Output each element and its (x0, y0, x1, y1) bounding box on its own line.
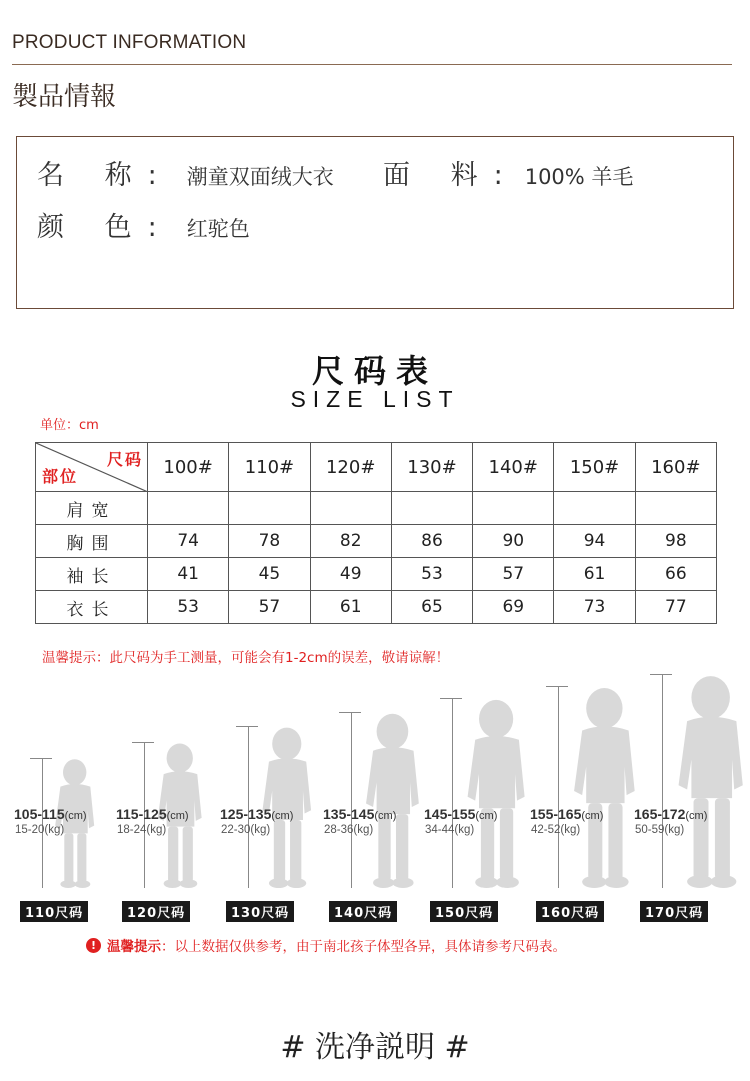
height-range (530, 806, 603, 822)
row-label: 肩宽 (36, 492, 148, 525)
table-cell: 86 (391, 525, 472, 558)
table-cell: 53 (148, 591, 229, 624)
table-cell: 66 (635, 558, 716, 591)
table-cell: 49 (310, 558, 391, 591)
height-unit: (cm) (166, 810, 189, 822)
name-label: 名 称 (37, 160, 148, 191)
height-ruler (558, 686, 559, 888)
table-cell (635, 492, 716, 525)
table-cell: 78 (229, 525, 310, 558)
tip-label: 温馨提示 (107, 939, 161, 955)
size-badge: 160尺码 (536, 901, 604, 922)
corner-size-label: 尺码 (106, 450, 143, 469)
row-label: 衣长 (36, 591, 148, 624)
table-cell: 69 (473, 591, 554, 624)
color-label: 颜 色 (37, 212, 148, 243)
ruler-tick (30, 758, 52, 759)
height-range-value: 155-165 (530, 806, 582, 822)
material-row (383, 153, 633, 192)
table-cell (148, 492, 229, 525)
height-range-value: 165-172 (634, 806, 686, 822)
child-silhouette-icon (359, 712, 433, 888)
row-label: 袖长 (36, 558, 148, 591)
table-cell: 61 (310, 591, 391, 624)
table-cell: 74 (148, 525, 229, 558)
table-corner (36, 443, 148, 492)
ruler-tick (339, 712, 361, 713)
column-header: 130# (391, 443, 472, 492)
table-cell: 82 (310, 525, 391, 558)
table-cell: 94 (554, 525, 635, 558)
height-range-value: 135-145 (323, 806, 375, 822)
table-header-row (36, 443, 717, 492)
table-cell (473, 492, 554, 525)
height-ruler (42, 758, 43, 888)
unit-label: 单位：cm (40, 418, 99, 433)
ruler-tick (440, 698, 462, 699)
height-range (323, 806, 396, 822)
corner-part-label: 部位 (42, 467, 79, 486)
table-cell: 53 (391, 558, 472, 591)
size-chart-title: 尺码表 (311, 352, 438, 390)
table-cell: 73 (554, 591, 635, 624)
height-ruler (452, 698, 453, 888)
washing-title: # 洗净説明 # (280, 1030, 470, 1065)
height-guide (0, 672, 750, 932)
colon: : (147, 212, 173, 243)
weight-range: 18-24(kg) (117, 824, 167, 836)
height-ruler (662, 674, 663, 888)
weight-range: 22-30(kg) (221, 824, 271, 836)
child-silhouette-icon (50, 758, 105, 888)
reference-tip (86, 935, 566, 955)
table-cell: 77 (635, 591, 716, 624)
height-unit: (cm) (271, 810, 294, 822)
tip-text: ：以上数据仅供参考，由于南北孩子体型各异，具体请参考尺码表。 (161, 939, 566, 955)
column-header: 100# (148, 443, 229, 492)
height-unit: (cm) (685, 810, 708, 822)
height-range-value: 115-125 (116, 806, 167, 822)
size-badge: 120尺码 (122, 901, 190, 922)
title-divider (12, 64, 732, 65)
column-header: 110# (229, 443, 310, 492)
size-badge: 150尺码 (430, 901, 498, 922)
weight-range: 50-59(kg) (635, 824, 685, 836)
weight-range: 42-52(kg) (531, 824, 581, 836)
height-range (424, 806, 497, 822)
weight-range: 34-44(kg) (425, 824, 475, 836)
table-cell: 41 (148, 558, 229, 591)
table-cell (554, 492, 635, 525)
name-value: 潮童双面绒大衣 (186, 165, 334, 189)
name-row (37, 153, 334, 192)
height-range (220, 806, 293, 822)
row-label: 胸围 (36, 525, 148, 558)
table-cell: 57 (229, 591, 310, 624)
table-cell: 90 (473, 525, 554, 558)
ruler-tick (546, 686, 568, 687)
height-range (634, 806, 707, 822)
height-unit: (cm) (475, 810, 498, 822)
ruler-tick (236, 726, 258, 727)
ruler-tick (132, 742, 154, 743)
table-cell: 61 (554, 558, 635, 591)
weight-range: 28-36(kg) (324, 824, 374, 836)
height-range-value: 105-115 (14, 806, 65, 822)
product-info-box (16, 136, 734, 309)
color-value: 红驼色 (186, 217, 250, 241)
ruler-tick (650, 674, 672, 675)
size-badge: 130尺码 (226, 901, 294, 922)
table-cell: 65 (391, 591, 472, 624)
table-cell: 57 (473, 558, 554, 591)
column-header: 140# (473, 443, 554, 492)
table-cell: 45 (229, 558, 310, 591)
height-range-value: 145-155 (424, 806, 476, 822)
warning-icon: ! (86, 938, 101, 953)
table-row (36, 558, 717, 591)
section-title: PRODUCT INFORMATION (12, 32, 247, 53)
section-subtitle: 製品情報 (12, 82, 117, 112)
height-ruler (351, 712, 352, 888)
size-badge: 170尺码 (640, 901, 708, 922)
size-chart-subtitle: SIZE LIST (290, 386, 460, 412)
color-row (37, 205, 250, 244)
table-cell: 98 (635, 525, 716, 558)
table-cell (310, 492, 391, 525)
column-header: 120# (310, 443, 391, 492)
table-cell (391, 492, 472, 525)
material-label: 面 料 (383, 160, 494, 191)
height-range-value: 125-135 (220, 806, 272, 822)
table-row (36, 525, 717, 558)
child-silhouette-icon (566, 686, 651, 888)
measurement-tip: 温馨提示：此尺码为手工测量，可能会有1-2cm的误差，敬请谅解！ (42, 650, 450, 666)
height-unit: (cm) (64, 810, 87, 822)
height-range (116, 806, 189, 822)
height-unit: (cm) (581, 810, 604, 822)
table-cell (229, 492, 310, 525)
colon: : (493, 160, 519, 191)
height-range (14, 806, 87, 822)
weight-range: 15-20(kg) (15, 824, 65, 836)
material-value: 100% 羊毛 (524, 165, 634, 189)
column-header: 160# (635, 443, 716, 492)
height-unit: (cm) (374, 810, 397, 822)
table-row (36, 591, 717, 624)
column-header: 150# (554, 443, 635, 492)
table-row (36, 492, 717, 525)
colon: : (147, 160, 173, 191)
size-badge: 140尺码 (329, 901, 397, 922)
size-badge: 110尺码 (20, 901, 88, 922)
child-silhouette-icon (460, 698, 540, 888)
size-table (35, 442, 717, 624)
child-silhouette-icon (670, 674, 750, 888)
